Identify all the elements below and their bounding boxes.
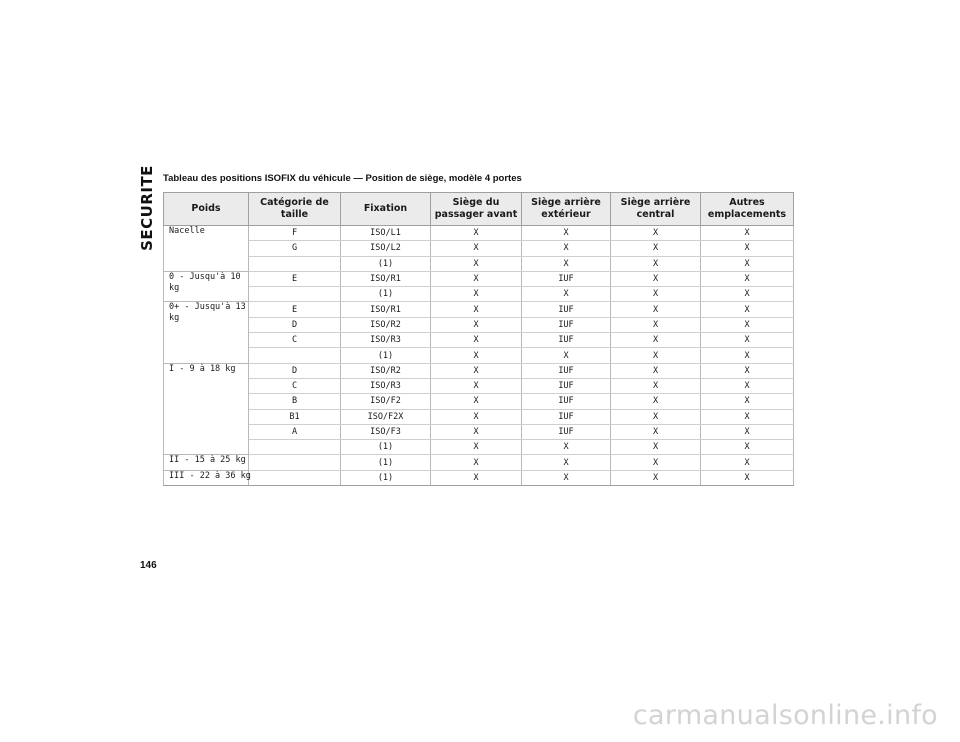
other-positions-cell: X xyxy=(701,455,794,470)
other-positions-cell: X xyxy=(701,363,794,378)
passenger-front-cell: X xyxy=(431,317,522,332)
size-category-cell xyxy=(249,256,341,271)
rear-center-cell: X xyxy=(611,287,701,302)
size-category-cell: F xyxy=(249,226,341,241)
table-row xyxy=(164,440,794,455)
other-positions-cell: X xyxy=(701,317,794,332)
fixation-cell: (1) xyxy=(341,470,431,485)
passenger-front-cell: X xyxy=(431,394,522,409)
table-row xyxy=(164,333,794,348)
rear-center-cell: X xyxy=(611,409,701,424)
header-passager-avant: Siège du passager avant xyxy=(431,193,522,226)
fixation-cell: (1) xyxy=(341,348,431,363)
rear-outboard-cell: X xyxy=(522,348,611,363)
rear-center-cell: X xyxy=(611,317,701,332)
passenger-front-cell: X xyxy=(431,424,522,439)
rear-outboard-cell: X xyxy=(522,256,611,271)
size-category-cell: D xyxy=(249,363,341,378)
passenger-front-cell: X xyxy=(431,363,522,378)
other-positions-cell: X xyxy=(701,302,794,317)
table-row xyxy=(164,226,794,241)
other-positions-cell: X xyxy=(701,271,794,286)
size-category-cell xyxy=(249,470,341,485)
size-category-cell: C xyxy=(249,333,341,348)
rear-center-cell: X xyxy=(611,440,701,455)
table-row xyxy=(164,287,794,302)
weight-cell: II - 15 à 25 kg xyxy=(164,455,249,470)
rear-center-cell: X xyxy=(611,348,701,363)
passenger-front-cell: X xyxy=(431,333,522,348)
passenger-front-cell: X xyxy=(431,348,522,363)
rear-outboard-cell: IUF xyxy=(522,424,611,439)
rear-outboard-cell: IUF xyxy=(522,317,611,332)
fixation-cell: ISO/F3 xyxy=(341,424,431,439)
passenger-front-cell: X xyxy=(431,241,522,256)
rear-center-cell: X xyxy=(611,394,701,409)
header-categorie: Catégorie de taille xyxy=(249,193,341,226)
rear-outboard-cell: X xyxy=(522,226,611,241)
size-category-cell: B xyxy=(249,394,341,409)
size-category-cell: B1 xyxy=(249,409,341,424)
rear-outboard-cell: IUF xyxy=(522,302,611,317)
fixation-cell: ISO/R3 xyxy=(341,378,431,393)
fixation-cell: ISO/L1 xyxy=(341,226,431,241)
size-category-cell: E xyxy=(249,302,341,317)
rear-center-cell: X xyxy=(611,470,701,485)
other-positions-cell: X xyxy=(701,287,794,302)
table-row xyxy=(164,241,794,256)
page-number: 146 xyxy=(140,560,157,571)
fixation-cell: (1) xyxy=(341,455,431,470)
rear-center-cell: X xyxy=(611,333,701,348)
size-category-cell: D xyxy=(249,317,341,332)
other-positions-cell: X xyxy=(701,226,794,241)
passenger-front-cell: X xyxy=(431,287,522,302)
rear-outboard-cell: IUF xyxy=(522,333,611,348)
passenger-front-cell: X xyxy=(431,440,522,455)
rear-center-cell: X xyxy=(611,363,701,378)
table-row xyxy=(164,302,794,317)
rear-outboard-cell: IUF xyxy=(522,409,611,424)
header-arriere-exterieur: Siège arrière extérieur xyxy=(522,193,611,226)
rear-center-cell: X xyxy=(611,378,701,393)
table-row xyxy=(164,271,794,286)
size-category-cell: A xyxy=(249,424,341,439)
watermark: carmanualsonline.info xyxy=(632,700,938,731)
rear-center-cell: X xyxy=(611,271,701,286)
rear-center-cell: X xyxy=(611,424,701,439)
table-row xyxy=(164,348,794,363)
size-category-cell: G xyxy=(249,241,341,256)
fixation-cell: ISO/F2 xyxy=(341,394,431,409)
size-category-cell xyxy=(249,348,341,363)
section-tab xyxy=(137,165,157,251)
fixation-cell: (1) xyxy=(341,287,431,302)
weight-cell: Nacelle xyxy=(164,226,249,272)
fixation-cell: ISO/F2X xyxy=(341,409,431,424)
other-positions-cell: X xyxy=(701,256,794,271)
fixation-cell: ISO/L2 xyxy=(341,241,431,256)
passenger-front-cell: X xyxy=(431,226,522,241)
passenger-front-cell: X xyxy=(431,470,522,485)
other-positions-cell: X xyxy=(701,348,794,363)
table-body xyxy=(164,226,794,486)
table-row xyxy=(164,394,794,409)
weight-cell: I - 9 à 18 kg xyxy=(164,363,249,455)
rear-outboard-cell: IUF xyxy=(522,378,611,393)
table-row xyxy=(164,363,794,378)
fixation-cell: (1) xyxy=(341,256,431,271)
fixation-cell: (1) xyxy=(341,440,431,455)
rear-outboard-cell: X xyxy=(522,470,611,485)
other-positions-cell: X xyxy=(701,470,794,485)
weight-cell: III - 22 à 36 kg xyxy=(164,470,249,485)
other-positions-cell: X xyxy=(701,241,794,256)
weight-cell: 0+ - Jusqu'à 13 kg xyxy=(164,302,249,363)
size-category-cell xyxy=(249,455,341,470)
table-row xyxy=(164,424,794,439)
fixation-cell: ISO/R1 xyxy=(341,302,431,317)
table-row xyxy=(164,378,794,393)
other-positions-cell: X xyxy=(701,424,794,439)
header-autres: Autres emplacements xyxy=(701,193,794,226)
rear-outboard-cell: X xyxy=(522,287,611,302)
size-category-cell: E xyxy=(249,271,341,286)
isofix-table xyxy=(163,192,794,486)
passenger-front-cell: X xyxy=(431,455,522,470)
fixation-cell: ISO/R2 xyxy=(341,363,431,378)
passenger-front-cell: X xyxy=(431,256,522,271)
rear-center-cell: X xyxy=(611,455,701,470)
rear-outboard-cell: X xyxy=(522,241,611,256)
other-positions-cell: X xyxy=(701,409,794,424)
fixation-cell: ISO/R2 xyxy=(341,317,431,332)
rear-outboard-cell: X xyxy=(522,455,611,470)
rear-center-cell: X xyxy=(611,256,701,271)
table-row xyxy=(164,409,794,424)
size-category-cell xyxy=(249,440,341,455)
size-category-cell: C xyxy=(249,378,341,393)
weight-cell: 0 - Jusqu'à 10 kg xyxy=(164,271,249,302)
table-row xyxy=(164,455,794,470)
table-row xyxy=(164,256,794,271)
table-title: Tableau des positions ISOFIX du véhicule — Position de siège, modèle 4 portes xyxy=(163,173,522,184)
other-positions-cell: X xyxy=(701,440,794,455)
rear-outboard-cell: IUF xyxy=(522,271,611,286)
size-category-cell xyxy=(249,287,341,302)
passenger-front-cell: X xyxy=(431,302,522,317)
fixation-cell: ISO/R1 xyxy=(341,271,431,286)
table-row xyxy=(164,317,794,332)
table-header-row xyxy=(164,193,794,226)
passenger-front-cell: X xyxy=(431,409,522,424)
header-fixation: Fixation xyxy=(341,193,431,226)
rear-outboard-cell: IUF xyxy=(522,363,611,378)
other-positions-cell: X xyxy=(701,378,794,393)
rear-center-cell: X xyxy=(611,241,701,256)
passenger-front-cell: X xyxy=(431,271,522,286)
passenger-front-cell: X xyxy=(431,378,522,393)
other-positions-cell: X xyxy=(701,394,794,409)
rear-center-cell: X xyxy=(611,302,701,317)
table-row xyxy=(164,470,794,485)
header-arriere-central: Siège arrière central xyxy=(611,193,701,226)
header-poids: Poids xyxy=(164,193,249,226)
rear-outboard-cell: X xyxy=(522,440,611,455)
rear-outboard-cell: IUF xyxy=(522,394,611,409)
section-tab-label: SECURITE xyxy=(138,165,157,251)
other-positions-cell: X xyxy=(701,333,794,348)
rear-center-cell: X xyxy=(611,226,701,241)
fixation-cell: ISO/R3 xyxy=(341,333,431,348)
